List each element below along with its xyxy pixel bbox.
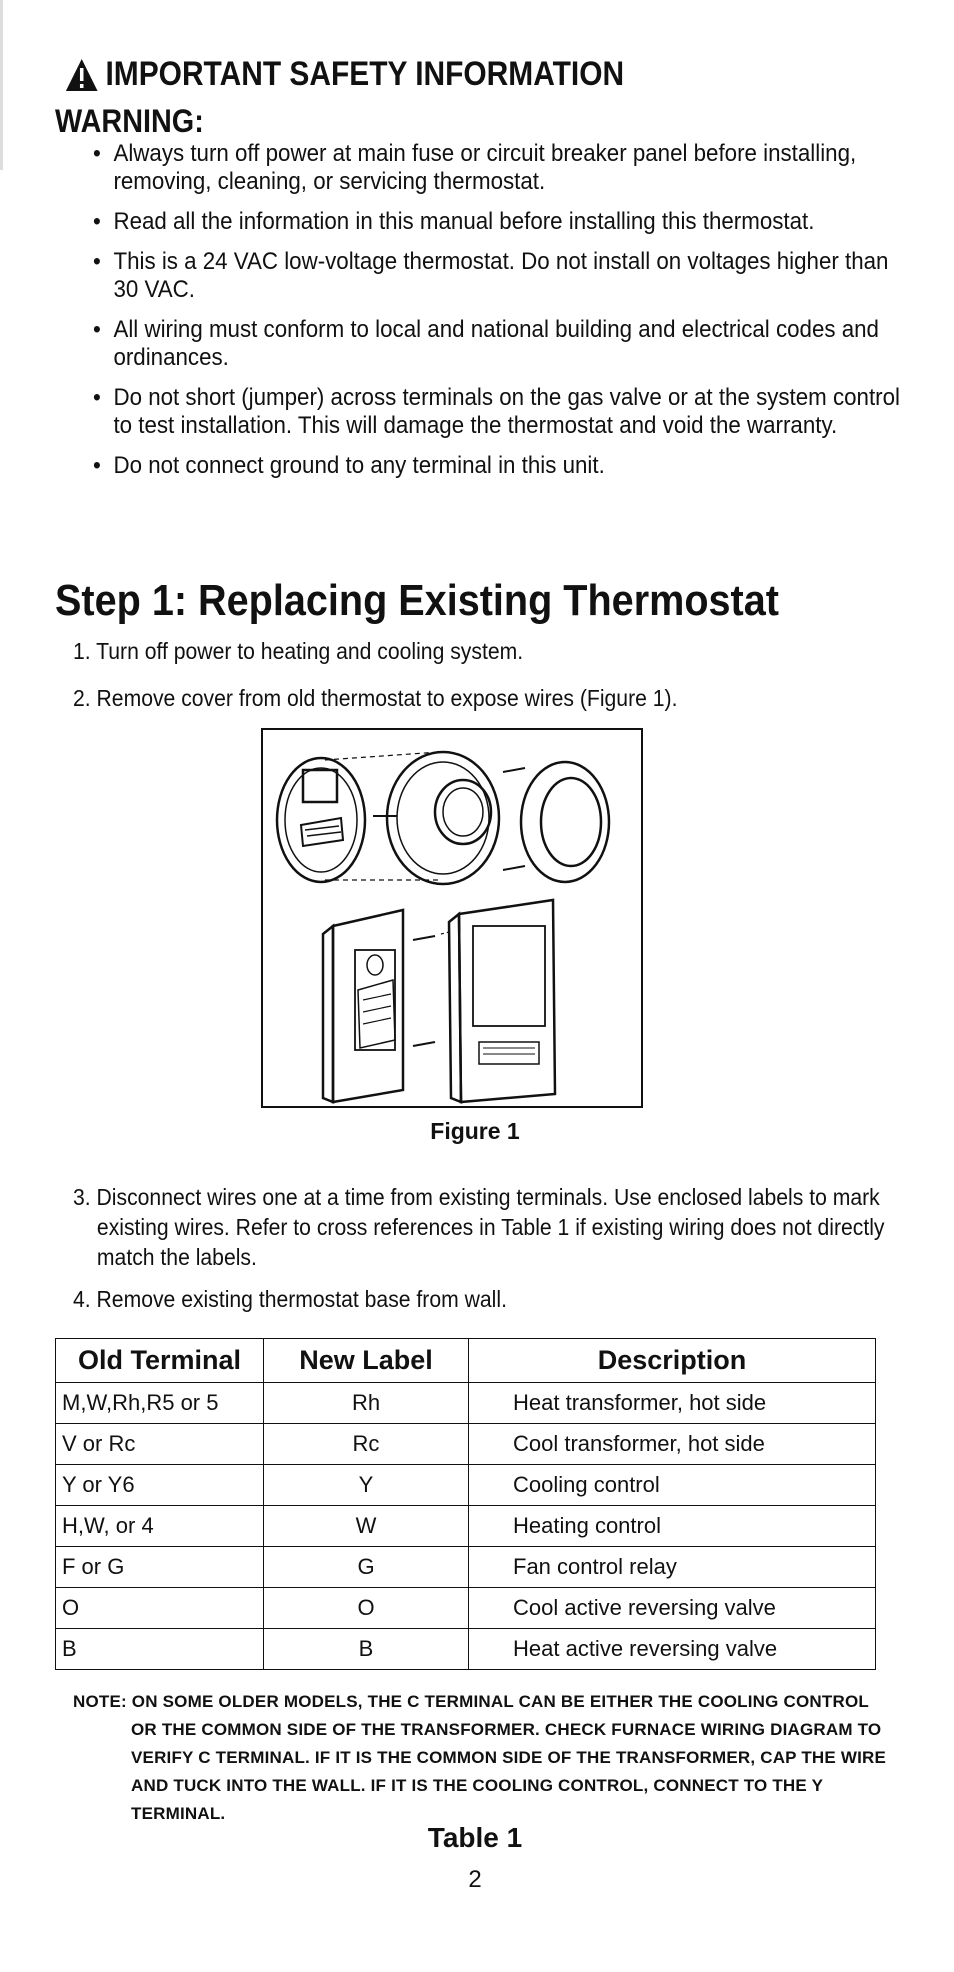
column-header-old-terminal: Old Terminal	[56, 1339, 264, 1383]
safety-bullet-list	[93, 140, 900, 492]
step-heading: Step 1: Replacing Existing Thermostat	[55, 576, 779, 625]
cell-description: Heating control	[469, 1506, 876, 1547]
cell-description: Fan control relay	[469, 1547, 876, 1588]
step-list-part2	[73, 1182, 933, 1326]
table-row	[56, 1506, 876, 1547]
cell-description: Heat active reversing valve	[469, 1629, 876, 1670]
cell-new-label: W	[264, 1506, 469, 1547]
table-header-row	[56, 1339, 876, 1383]
table-row	[56, 1629, 876, 1670]
cell-old-terminal: B	[56, 1629, 264, 1670]
safety-bullet: • All wiring must conform to local and national building and electrical codes and ordinances.	[93, 316, 913, 372]
cell-new-label: Rh	[264, 1383, 469, 1424]
cell-new-label: B	[264, 1629, 469, 1670]
safety-bullet: • Always turn off power at main fuse or circuit breaker panel before installing, removing, cleaning, or servicing thermostat.	[93, 140, 913, 196]
step-item: 4. Remove existing thermostat base from wall.	[73, 1286, 507, 1312]
table-caption: Table 1	[427, 1822, 523, 1853]
table-note-text: NOTE: ON SOME OLDER MODELS, THE C TERMINAL CAN BE EITHER THE COOLING CONTROL OR THE COMMON SIDE OF THE TRANSFORMER. CHECK FURNACE WIRING DIAGRAM TO VERIFY C TERMINAL. IF IT IS THE COMMON SIDE OF THE TRANSFORMER, CAP THE WIRE AND TUCK INTO THE WALL. IF IT IS THE COOLING CONTROL, CONNECT TO THE Y TERMINAL.	[73, 1692, 887, 1823]
terminal-cross-reference-table	[55, 1338, 876, 1670]
column-header-description: Description	[469, 1339, 876, 1383]
table-row	[56, 1547, 876, 1588]
cell-old-terminal: V or Rc	[56, 1424, 264, 1465]
cell-old-terminal: H,W, or 4	[56, 1506, 264, 1547]
page-number: 2	[468, 1866, 482, 1893]
cell-old-terminal: F or G	[56, 1547, 264, 1588]
cell-old-terminal: M,W,Rh,R5 or 5	[56, 1383, 264, 1424]
column-header-new-label: New Label	[264, 1339, 469, 1383]
cell-description: Cooling control	[469, 1465, 876, 1506]
cell-description: Cool transformer, hot side	[469, 1424, 876, 1465]
cell-old-terminal: Y or Y6	[56, 1465, 264, 1506]
cell-new-label: Rc	[264, 1424, 469, 1465]
page-edge-shadow	[0, 0, 3, 170]
warning-label: WARNING:	[55, 103, 204, 139]
safety-title	[65, 55, 624, 94]
cell-description: Heat transformer, hot side	[469, 1383, 876, 1424]
step-list-part1	[73, 636, 933, 730]
safety-bullet: • Do not connect ground to any terminal in this unit.	[93, 452, 913, 480]
table-row	[56, 1588, 876, 1629]
safety-bullet: • Do not short (jumper) across terminals on the gas valve or at the system control to test installation. This will damage the thermostat and void the warranty.	[93, 384, 913, 440]
cell-old-terminal: O	[56, 1588, 264, 1629]
step-item: 3. Disconnect wires one at a time from existing terminals. Use enclosed labels to mark existing wires. Refer to cross references in Table 1 if existing wiring does not directly match the labels.	[73, 1184, 885, 1270]
figure-illustration	[261, 728, 643, 1108]
cell-description: Cool active reversing valve	[469, 1588, 876, 1629]
cell-new-label: Y	[264, 1465, 469, 1506]
table-row	[56, 1424, 876, 1465]
warning-triangle-icon	[65, 58, 98, 92]
table-note	[73, 1688, 893, 1828]
cell-new-label: O	[264, 1588, 469, 1629]
safety-bullet: • This is a 24 VAC low-voltage thermostat. Do not install on voltages higher than 30 VAC.	[93, 248, 913, 304]
step-item: 1. Turn off power to heating and cooling system.	[73, 638, 524, 664]
step-item: 2. Remove cover from old thermostat to expose wires (Figure 1).	[73, 685, 678, 711]
thermostat-parts-drawing	[263, 730, 641, 1106]
safety-title-text: IMPORTANT SAFETY INFORMATION	[105, 55, 625, 93]
table-row	[56, 1465, 876, 1506]
safety-bullet: • Read all the information in this manual before installing this thermostat.	[93, 208, 913, 236]
cell-new-label: G	[264, 1547, 469, 1588]
table-row	[56, 1383, 876, 1424]
figure-caption: Figure 1	[430, 1118, 520, 1144]
